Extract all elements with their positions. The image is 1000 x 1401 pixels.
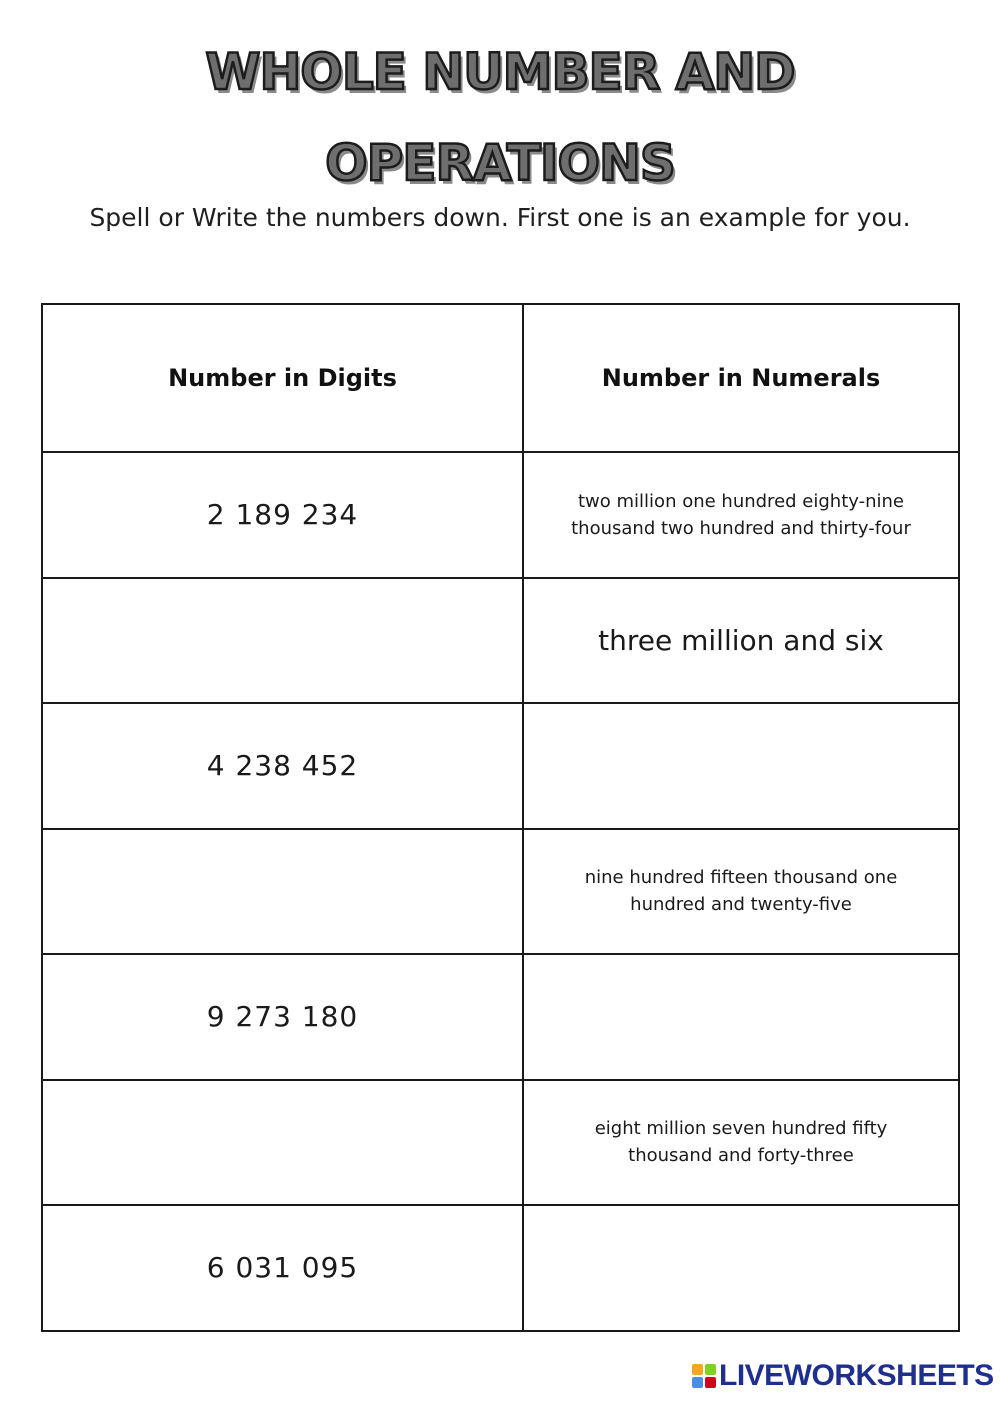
- words-answer-field[interactable]: [523, 954, 959, 1080]
- worksheet-title-line-2: OPERATIONS: [325, 134, 675, 192]
- table-row: [42, 452, 959, 578]
- table-header-row: [42, 304, 959, 452]
- words-answer-field[interactable]: [523, 1205, 959, 1331]
- words-cell: eight million seven hundred fifty thousand and forty-three: [523, 1080, 959, 1206]
- table-row: [42, 1205, 959, 1331]
- liveworksheets-brand: [692, 1358, 994, 1394]
- digits-answer-field[interactable]: [42, 1080, 523, 1206]
- number-table: [41, 303, 960, 1332]
- logo-square-1: [692, 1364, 703, 1375]
- digits-cell: 4 238 452: [42, 703, 523, 829]
- words-cell: three million and six: [523, 578, 959, 704]
- header-number-in-numerals: Number in Numerals: [523, 304, 959, 452]
- liveworksheets-wordmark: LIVEWORKSHEETS: [719, 1359, 994, 1392]
- logo-square-2: [705, 1364, 716, 1375]
- digits-cell: 6 031 095: [42, 1205, 523, 1331]
- table-row: [42, 829, 959, 955]
- logo-square-4: [705, 1377, 716, 1388]
- table-row: [42, 578, 959, 704]
- worksheet-title-line-1: WHOLE NUMBER AND: [205, 43, 795, 101]
- table-row: [42, 1080, 959, 1206]
- table-row: [42, 954, 959, 1080]
- logo-square-3: [692, 1377, 703, 1388]
- instructions-text: Spell or Write the numbers down. First one is an example for you.: [89, 203, 911, 232]
- header-number-in-digits: Number in Digits: [42, 304, 523, 452]
- digits-answer-field[interactable]: [42, 578, 523, 704]
- words-cell: two million one hundred eighty-nine thousand two hundred and thirty-four: [523, 452, 959, 578]
- digits-cell: 2 189 234: [42, 452, 523, 578]
- digits-answer-field[interactable]: [42, 829, 523, 955]
- digits-cell: 9 273 180: [42, 954, 523, 1080]
- words-answer-field[interactable]: [523, 703, 959, 829]
- words-cell: nine hundred fifteen thousand one hundred and twenty-five: [523, 829, 959, 955]
- liveworksheets-logo-icon: [692, 1364, 716, 1388]
- table-row: [42, 703, 959, 829]
